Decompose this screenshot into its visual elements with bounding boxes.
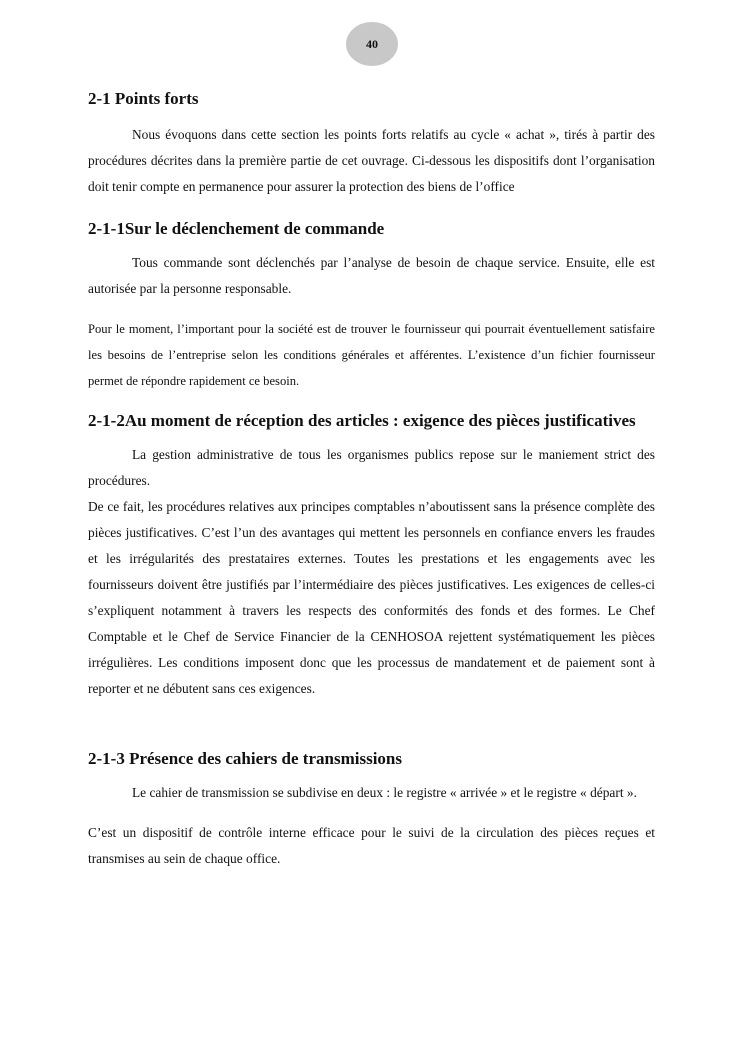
paragraph-declenchement-1: Tous commande sont déclenchés par l’analyse de besoin de chaque service. Ensuite, elle est autorisée par la personne responsable. xyxy=(88,255,655,296)
paragraph-points-forts-intro: Nous évoquons dans cette section les points forts relatifs au cycle « achat », tirés à partir des procédures décrites dans la première partie de cet ouvrage. Ci-dessous les dispositifs dont l’organisation doit tenir compte en permanence pour assurer la protection des biens de l’office xyxy=(88,127,655,194)
section-heading-reception-articles: 2-1-2Au moment de réception des articles : exigence des pièces justificatives xyxy=(88,411,636,430)
paragraph-reception-1: La gestion administrative de tous les organismes publics repose sur le maniement strict des procédures. xyxy=(88,447,655,488)
paragraph-cahiers-1: Le cahier de transmission se subdivise en deux : le registre « arrivée » et le registre « départ ». xyxy=(132,785,637,800)
section-heading-points-forts: 2-1 Points forts xyxy=(88,89,199,108)
document-body xyxy=(88,88,655,872)
paragraph-reception-2: De ce fait, les procédures relatives aux principes comptables n’aboutissent sans la présence complète des pièces justificatives. C’est l’un des avantages qui mettent les personnels en confiance envers les fraudes et les irrégularités des prestataires externes. Toutes les prestations et les engagements avec les fournisseurs doivent être justifiés par l’intermédiaire des pièces justificatives. Les exigences de celles-ci s’expliquent notamment à travers les respects des conformités des fonds et des formes. Le Chef Comptable et le Chef de Service Financier de la CENHOSOA rejettent systématiquement les pièces irrégulières. Les conditions imposent donc que les processus de mandatement et de paiement sont à reporter et ne débutent sans ces exigences. xyxy=(88,499,655,696)
paragraph-cahiers-2: C’est un dispositif de contrôle interne efficace pour le suivi de la circulation des pièces reçues et transmises au sein de chaque office. xyxy=(88,825,655,866)
section-heading-cahiers-transmissions: 2-1-3 Présence des cahiers de transmissions xyxy=(88,749,402,768)
paragraph-declenchement-2: Pour le moment, l’important pour la société est de trouver le fournisseur qui pourrait éventuellement satisfaire les besoins de l’entreprise selon les conditions générales et afférentes. L’existence d’un fichier fournisseur permet de répondre rapidement ce besoin. xyxy=(88,322,655,388)
page-number-text: 40 xyxy=(366,36,378,51)
section-heading-declenchement-commande: 2-1-1Sur le déclenchement de commande xyxy=(88,219,385,238)
page-number xyxy=(346,22,398,66)
